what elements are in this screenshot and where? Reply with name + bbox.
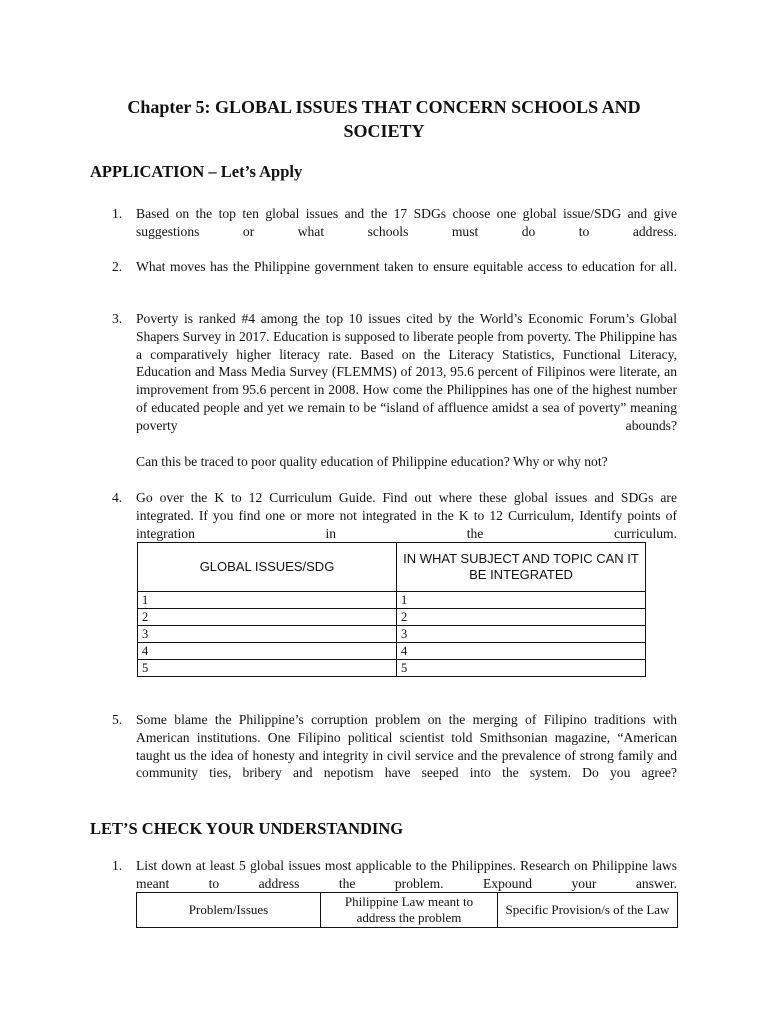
- table-cell[interactable]: 3: [397, 626, 646, 643]
- table-cell[interactable]: 2: [397, 609, 646, 626]
- list-item-followup: Can this be traced to poor quality education of Philippine education? Why or why not?: [136, 454, 608, 469]
- list-item: List down at least 5 global issues most applicable to the Philippines. Research on Philippine laws meant to address the problem. Expound your answer.: [136, 858, 677, 891]
- table-header: GLOBAL ISSUES/SDG: [138, 543, 397, 592]
- item-number: 3.: [112, 311, 123, 326]
- item-number: 4.: [112, 490, 123, 505]
- table-header: Specific Provision/s of the Law: [498, 893, 678, 928]
- list-item: Based on the top ten global issues and the 17 SDGs choose one global issue/SDG and give suggestions or what schools must do to address.: [136, 206, 677, 239]
- check-heading: LET’S CHECK YOUR UNDERSTANDING: [90, 819, 404, 838]
- table-cell[interactable]: 4: [138, 643, 397, 660]
- list-item: Some blame the Philippine’s corruption problem on the merging of Filipino traditions with American institutions. One Filipino political scientist told Smithsonian magazine, “American taught us the idea of honesty and integrity in civil service and the prevalence of strong family and community ties, bribery and nepotism have seeped into the system. Do you agree?: [136, 712, 677, 781]
- table-header: Problem/Issues: [137, 893, 321, 928]
- table-cell[interactable]: 2: [138, 609, 397, 626]
- title-line-1: Chapter 5: GLOBAL ISSUES THAT CONCERN SCHOOLS AND: [127, 97, 641, 117]
- title-line-2: SOCIETY: [343, 121, 425, 141]
- item-number: 1.: [112, 206, 123, 221]
- table-cell[interactable]: 5: [138, 660, 397, 677]
- item-number: 5.: [112, 712, 123, 727]
- integration-table: [137, 542, 646, 677]
- table-header: IN WHAT SUBJECT AND TOPIC CAN IT BE INTEGRATED: [397, 543, 646, 592]
- list-item: Poverty is ranked #4 among the top 10 issues cited by the World’s Economic Forum’s Global Shapers Survey in 2017. Education is supposed to liberate people from poverty. The Philippine has a comparatively higher literacy rate. Based on the Literacy Statistics, Functional Literacy, Education and Mass Media Survey (FLEMMS) of 2013, 95.6 percent of Filipinos were literate, an improvement from 95.6 percent in 2008. How come the Philippines has one of the highest number of educated people and yet we remain to be “island of affluence amidst a sea of poverty” meaning poverty abounds?: [136, 311, 677, 433]
- list-item: What moves has the Philippine government taken to ensure equitable access to education for all.: [136, 259, 677, 274]
- table-cell[interactable]: 1: [397, 592, 646, 609]
- item-number: 2.: [112, 259, 123, 274]
- item-number: 1.: [112, 858, 123, 873]
- list-item: Go over the K to 12 Curriculum Guide. Find out where these global issues and SDGs are integrated. If you find one or more not integrated in the K to 12 Curriculum, Identify points of integration in the curriculum.: [136, 490, 677, 541]
- page-title: [90, 95, 678, 143]
- table-header: Philippine Law meant to address the problem: [321, 893, 498, 928]
- table-cell[interactable]: 4: [397, 643, 646, 660]
- table-cell[interactable]: 1: [138, 592, 397, 609]
- laws-table: [136, 892, 678, 928]
- table-cell[interactable]: 5: [397, 660, 646, 677]
- application-heading: APPLICATION – Let’s Apply: [90, 162, 303, 181]
- table-cell[interactable]: 3: [138, 626, 397, 643]
